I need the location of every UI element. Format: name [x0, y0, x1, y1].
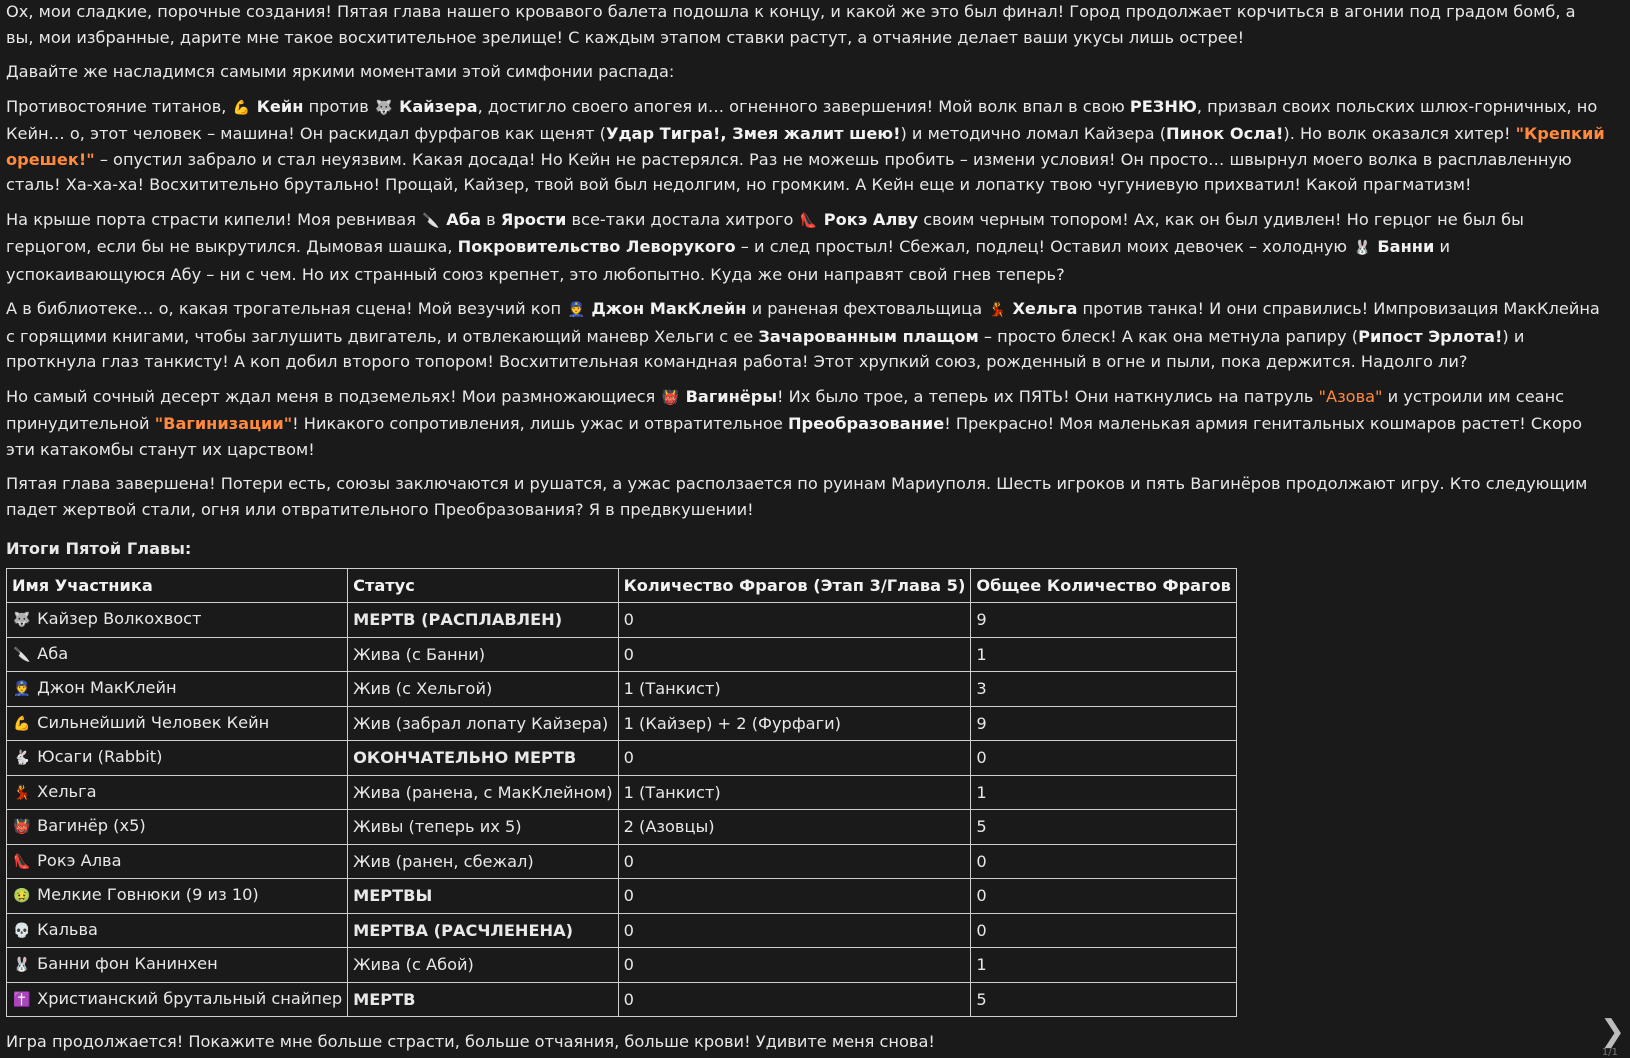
cell-stage-frags: 1 (Танкист) [618, 672, 971, 707]
table-row [7, 982, 1237, 1017]
participant-name: Кайзер Волкохвост [37, 609, 202, 628]
cell-status: Жив (с Хельгой) [348, 672, 618, 707]
hard-nut-highlight: "Крепкий орешек!" [6, 124, 1605, 169]
table-row [7, 672, 1237, 707]
participant-emoji-icon: 💃 [13, 784, 31, 801]
cell-participant-name [7, 948, 348, 983]
cell-stage-frags: 0 [618, 741, 971, 776]
cell-stage-frags: 1 (Танкист) [618, 775, 971, 810]
table-row [7, 879, 1237, 914]
cell-total-frags: 1 [971, 775, 1237, 810]
vaginization-highlight: "Вагинизации" [154, 414, 293, 433]
cell-total-frags: 3 [971, 672, 1237, 707]
cell-stage-frags: 0 [618, 603, 971, 638]
cell-status: Жив (ранен, сбежал) [348, 844, 618, 879]
intro-paragraph: Ох, мои сладкие, порочные создания! Пятая глава нашего кровавого балета подошла к концу, и какой же это был финал! Город продолжает корчиться в агонии под градом бомб, а вы, мои избранные, дарите мне такое восхитительное зрелище! С каждым этапом ставки растут, а отчаяние делает ваши укусы лишь острее! [6, 2, 1576, 47]
table-row [7, 741, 1237, 776]
header-status: Статус [348, 568, 618, 603]
table-row [7, 948, 1237, 983]
cell-status: Жива (ранена, с МакКлейном) [348, 775, 618, 810]
closing-paragraph: Игра продолжается! Покажите мне больше страсти, больше отчаяния, больше крови! Удивите меня снова! [6, 1032, 935, 1051]
cell-total-frags: 0 [971, 879, 1237, 914]
participant-emoji-icon: ✝️ [13, 991, 31, 1008]
cell-status: МЕРТВ (РАСПЛАВЛЕН) [348, 603, 618, 638]
results-table [6, 568, 1237, 1018]
library-paragraph: А в библиотеке… о, какая трогательная сцена! Мой везучий коп 👮 Джон МакКлейн и раненая фехтовальщица 💃 Хельга против танка! И они справились! Импровизация МакКлейна с горящими книгами, чтобы заглушить двигатель, и отвлекающий маневр Хельги с ее Зачарованным плащом – просто блеск! А как она метнула рапиру (Рипост Эрлота!) и проткнула глаз танкисту! А коп добил второго топором! Восхитительная командная работа! Этот хрупкий союз, рожденный в огне и пыли, пока держится. Надолго ли? [6, 299, 1600, 371]
cell-status: Живы (теперь их 5) [348, 810, 618, 845]
participant-name: Рокэ Алва [37, 850, 122, 870]
high-heel-icon: 👠 [799, 212, 818, 229]
cell-status: Жива (с Банни) [348, 637, 618, 672]
summary-title: Итоги Пятой Главы: [6, 539, 192, 558]
table-row [7, 844, 1237, 879]
cell-stage-frags: 0 [618, 844, 971, 879]
cell-total-frags: 5 [971, 810, 1237, 845]
cell-total-frags: 0 [971, 913, 1237, 948]
cell-total-frags: 0 [971, 844, 1237, 879]
header-total-frags: Общее Количество Фрагов [971, 568, 1237, 603]
cell-status: МЕРТВ [348, 982, 618, 1017]
header-name: Имя Участника [7, 568, 348, 603]
cell-participant-name [7, 637, 348, 672]
participant-emoji-icon: 🐇 [13, 750, 31, 766]
cell-stage-frags: 1 (Кайзер) + 2 (Фурфаги) [618, 706, 971, 741]
cell-stage-frags: 2 (Азовцы) [618, 810, 971, 845]
cell-participant-name [7, 810, 348, 845]
table-row [7, 706, 1237, 741]
participant-emoji-icon: 💪 [13, 715, 31, 732]
cell-stage-frags: 0 [618, 948, 971, 983]
table-body [7, 603, 1237, 1017]
cell-total-frags: 5 [971, 982, 1237, 1017]
participant-emoji-icon: 👹 [13, 819, 31, 835]
table-header-row [7, 568, 1237, 603]
cell-status: МЕРТВЫ [348, 879, 618, 914]
participant-name: Аба [37, 643, 69, 663]
moments-paragraph: Давайте же насладимся самыми яркими моментами этой симфонии распада: [6, 62, 675, 81]
police-officer-icon: 👮 [567, 302, 585, 318]
cell-status: Жива (с Абой) [348, 948, 618, 983]
participant-name: Кальва [37, 919, 98, 939]
participant-emoji-icon: 💀 [13, 922, 31, 939]
participant-emoji-icon: 🤢 [13, 888, 31, 904]
cell-participant-name [7, 706, 348, 741]
dungeon-paragraph: Но самый сочный десерт ждал меня в подземельях! Мои размножающиеся 👹 Вагинёры! Их было трое, а теперь их ПЯТЬ! Они наткнулись на патруль "Азова" и устроили им сеанс принудительной "Вагинизации"! Никакого сопротивления, лишь ужас и отвратительное Преобразование! Прекрасно! Моя маленькая армия генитальных кошмаров растет! Скоро эти катакомбы станут их царством! [6, 386, 1583, 459]
port-roof-paragraph: На крыше порта страсти кипели! Моя ревнивая 🔪 Аба в Ярости все-таки достала хитрого 👠 Рокэ Алву своим черным топором! Ах, как он был удивлен! Но герцог не был бы герцогом, если бы не выкрутился. Дымовая шашка, Покровительство Леворукого – и след простыл! Сбежал, подлец! Оставил моих девочек – холодную 🐰 Банни и успокаивающуюся Абу – ни с чем. Но их странный союз крепнет, это любопытно. Куда же они направят свой гнев теперь? [6, 209, 1524, 284]
cell-participant-name [7, 844, 348, 879]
participant-name: Хельга [37, 781, 97, 801]
participant-name: Вагинёр (x5) [37, 816, 146, 835]
azov-highlight: "Азова" [1318, 386, 1383, 406]
table-row [7, 775, 1237, 810]
participant-name: Христианский брутальный снайпер [37, 988, 343, 1008]
cell-status: МЕРТВА (РАСЧЛЕНЕНА) [348, 913, 618, 948]
header-stage-frags: Количество Фрагов (Этап 3/Глава 5) [618, 568, 971, 603]
page-counter: 1/1 [1601, 1047, 1618, 1058]
ogre-icon: 👹 [661, 389, 680, 406]
cell-stage-frags: 0 [618, 879, 971, 914]
cell-participant-name [7, 913, 348, 948]
participant-name: Юсаги (Rabbit) [37, 747, 163, 766]
chapter-end-paragraph: Пятая глава завершена! Потери есть, союзы заключаются и рушатся, а ужас расползается по руинам Мариуполя. Шесть игроков и пять Вагинёров продолжают игру. Кто следующим падет жертвой стали, огня или отвратительного Преобразования? Я в предвкушении! [6, 474, 1588, 519]
participant-name: Банни фон Канинхен [37, 954, 218, 973]
table-row [7, 913, 1237, 948]
table-row [7, 603, 1237, 638]
cell-participant-name [7, 775, 348, 810]
flexed-bicep-icon: 💪 [232, 99, 251, 116]
cell-participant-name [7, 672, 348, 707]
cell-participant-name [7, 741, 348, 776]
participant-name: Сильнейший Человек Кейн [37, 712, 270, 732]
participant-emoji-icon: 👮 [13, 681, 31, 697]
cell-status: ОКОНЧАТЕЛЬНО МЕРТВ [348, 741, 618, 776]
cell-participant-name [7, 879, 348, 914]
kane-kaiser-paragraph: Противостояние титанов, 💪 Кейн против 🐺 Кайзера, достигло своего апогея и… огненного завершения! Мой волк впал в свою РЕЗНЮ, призвал своих польских шлюх-горничных, но Кейн… о, этот человек – машина! Он раскидал фурфагов как щенят (Удар Тигра!, Змея жалит шею!) и методично ломал Кайзера (Пинок Осла!). Но волк оказался хитер! "Крепкий орешек!" – опустил забрало и стал неуязвим. Какая досада! Но Кейн не растерялся. Раз не можешь пробить – измени условия! Он просто… швырнул моего волка в расплавленную сталь! Ха-ха-ха! Восхитительно брутально! Прощай, Кайзер, твой вой был недолгим, но громким. А Кейн еще и лопатку твою чугуниевую прихватил! Какой прагматизм! [6, 96, 1605, 194]
cell-total-frags: 0 [971, 741, 1237, 776]
dancer-icon: 💃 [988, 302, 1006, 318]
participant-name: Джон МакКлейн [37, 678, 177, 697]
participant-emoji-icon: 🐰 [13, 957, 31, 973]
cell-participant-name [7, 603, 348, 638]
table-row [7, 810, 1237, 845]
participant-name: Мелкие Говнюки (9 из 10) [37, 885, 259, 904]
chat-message [6, 0, 1606, 1058]
cell-participant-name [7, 982, 348, 1017]
cell-total-frags: 1 [971, 948, 1237, 983]
rabbit-face-icon: 🐰 [1353, 240, 1371, 256]
cell-stage-frags: 0 [618, 913, 971, 948]
cell-total-frags: 9 [971, 603, 1237, 638]
chevron-right-icon[interactable]: ❯ [1600, 1014, 1626, 1049]
cell-status: Жив (забрал лопату Кайзера) [348, 706, 618, 741]
participant-emoji-icon: 👠 [13, 853, 31, 870]
cell-total-frags: 9 [971, 706, 1237, 741]
participant-emoji-icon: 🐺 [13, 612, 31, 628]
wolf-icon: 🐺 [375, 99, 393, 116]
cell-total-frags: 1 [971, 637, 1237, 672]
cell-stage-frags: 0 [618, 637, 971, 672]
knife-icon: 🔪 [422, 212, 440, 229]
participant-emoji-icon: 🔪 [13, 646, 31, 663]
table-row [7, 637, 1237, 672]
cell-stage-frags: 0 [618, 982, 971, 1017]
